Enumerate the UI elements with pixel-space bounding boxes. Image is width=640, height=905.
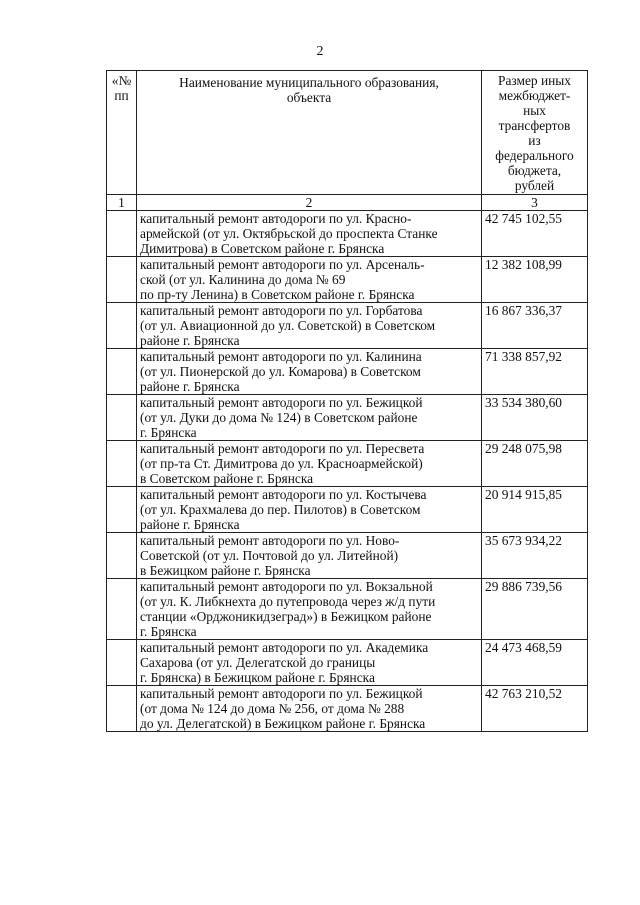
object-name-cell: [137, 303, 482, 349]
object-name-line: капитальный ремонт автодороги по ул. Калинина: [140, 349, 422, 364]
object-name-line: (от пр-та Ст. Димитрова до ул. Красноармейской): [140, 456, 423, 471]
object-name-line: в Советском районе г. Брянска: [140, 471, 314, 486]
object-name-cell: [137, 211, 482, 257]
header-amount-line: рублей: [514, 178, 555, 193]
row-number-cell: [107, 349, 137, 395]
object-name-line: по пр-ту Ленина) в Советском районе г. Брянска: [140, 287, 415, 302]
amount-cell: 35 673 934,22: [482, 533, 588, 579]
object-name-line: Сахарова (от ул. Делегатской до границы: [140, 655, 376, 670]
header-number-line: пп: [114, 88, 129, 103]
amount-cell: 12 382 108,99: [482, 257, 588, 303]
object-name-line: капитальный ремонт автодороги по ул. Горбатова: [140, 303, 423, 318]
object-name-line: (от дома № 124 до дома № 256, от дома № 288: [140, 701, 405, 716]
column-index-row: [107, 195, 588, 211]
object-name-line: капитальный ремонт автодороги по ул. Костычева: [140, 487, 427, 502]
header-name-line: объекта: [286, 90, 332, 105]
row-number-cell: [107, 533, 137, 579]
header-name: [137, 71, 482, 195]
table-row: [107, 487, 588, 533]
object-name-line: районе г. Брянска: [140, 379, 240, 394]
table-row: [107, 349, 588, 395]
amount-cell: 42 763 210,52: [482, 686, 588, 732]
row-number-cell: [107, 579, 137, 640]
table-row: [107, 640, 588, 686]
object-name-line: капитальный ремонт автодороги по ул. Арсеналь-: [140, 257, 425, 272]
object-name-line: (от ул. Авиационной до ул. Советской) в Советском: [140, 318, 436, 333]
page-number: 2: [316, 44, 324, 59]
amount-cell: 29 886 739,56: [482, 579, 588, 640]
object-name-cell: [137, 257, 482, 303]
column-index: 3: [482, 195, 588, 211]
object-name-line: (от ул. Дуки до дома № 124) в Советском районе: [140, 410, 418, 425]
table-row: [107, 579, 588, 640]
amount-cell: 71 338 857,92: [482, 349, 588, 395]
header-amount: [482, 71, 588, 195]
object-name-line: станции «Орджоникидзеград») в Бежицком районе: [140, 609, 432, 624]
table-row: [107, 686, 588, 732]
header-name-line: Наименование муниципального образования,: [179, 75, 439, 90]
amount-cell: 16 867 336,37: [482, 303, 588, 349]
header-number-line: «№: [111, 73, 132, 88]
object-name-line: г. Брянска) в Бежицком районе г. Брянска: [140, 670, 375, 685]
object-name-line: Советской (от ул. Почтовой до ул. Литейной): [140, 548, 399, 563]
object-name-cell: [137, 640, 482, 686]
header-amount-line: федерального: [495, 148, 574, 163]
header-amount-line: межбюджет-: [498, 88, 571, 103]
object-name-line: капитальный ремонт автодороги по ул. Пересвета: [140, 441, 425, 456]
header-number: [107, 71, 137, 195]
object-name-cell: [137, 349, 482, 395]
row-number-cell: [107, 640, 137, 686]
amount-cell: 20 914 915,85: [482, 487, 588, 533]
object-name-cell: [137, 487, 482, 533]
table-row: [107, 303, 588, 349]
table-body: [107, 71, 588, 732]
object-name-cell: [137, 579, 482, 640]
table-row: [107, 533, 588, 579]
amount-cell: 33 534 380,60: [482, 395, 588, 441]
row-number-cell: [107, 303, 137, 349]
amount-cell: 24 473 468,59: [482, 640, 588, 686]
object-name-line: г. Брянска: [140, 624, 197, 639]
table-row: [107, 441, 588, 487]
header-amount-line: Размер иных: [498, 73, 571, 88]
header-amount-line: ных: [523, 103, 546, 118]
object-name-line: капитальный ремонт автодороги по ул. Бежицкой: [140, 686, 423, 701]
amount-cell: 29 248 075,98: [482, 441, 588, 487]
row-number-cell: [107, 686, 137, 732]
object-name-line: в Бежицком районе г. Брянска: [140, 563, 311, 578]
row-number-cell: [107, 487, 137, 533]
header-amount-line: из: [528, 133, 541, 148]
object-name-cell: [137, 533, 482, 579]
header-amount-line: бюджета,: [507, 163, 562, 178]
object-name-line: капитальный ремонт автодороги по ул. Красно-: [140, 211, 412, 226]
transfers-table: [106, 70, 588, 732]
object-name-line: (от ул. Крахмалева до пер. Пилотов) в Советском: [140, 502, 421, 517]
object-name-cell: [137, 395, 482, 441]
object-name-line: до ул. Делегатской) в Бежицком районе г. Брянска: [140, 716, 426, 731]
object-name-line: капитальный ремонт автодороги по ул. Ново-: [140, 533, 400, 548]
object-name-line: капитальный ремонт автодороги по ул. Вокзальной: [140, 579, 433, 594]
object-name-line: ской (от ул. Калинина до дома № 69: [140, 272, 346, 287]
object-name-line: районе г. Брянска: [140, 333, 240, 348]
table-row: [107, 211, 588, 257]
row-number-cell: [107, 211, 137, 257]
object-name-line: г. Брянска: [140, 425, 197, 440]
object-name-line: (от ул. К. Либкнехта до путепровода через ж/д пути: [140, 594, 436, 609]
object-name-line: капитальный ремонт автодороги по ул. Бежицкой: [140, 395, 423, 410]
object-name-cell: [137, 441, 482, 487]
object-name-line: армейской (от ул. Октябрьской до проспекта Станке: [140, 226, 438, 241]
object-name-line: капитальный ремонт автодороги по ул. Академика: [140, 640, 429, 655]
object-name-cell: [137, 686, 482, 732]
object-name-line: районе г. Брянска: [140, 517, 240, 532]
row-number-cell: [107, 257, 137, 303]
amount-cell: 42 745 102,55: [482, 211, 588, 257]
table-row: [107, 257, 588, 303]
object-name-line: (от ул. Пионерской до ул. Комарова) в Советском: [140, 364, 421, 379]
header-amount-line: трансфертов: [498, 118, 571, 133]
table-header-row: [107, 71, 588, 195]
table-row: [107, 395, 588, 441]
column-index: 2: [137, 195, 482, 211]
row-number-cell: [107, 441, 137, 487]
object-name-line: Димитрова) в Советском районе г. Брянска: [140, 241, 385, 256]
row-number-cell: [107, 395, 137, 441]
column-index: 1: [107, 195, 137, 211]
